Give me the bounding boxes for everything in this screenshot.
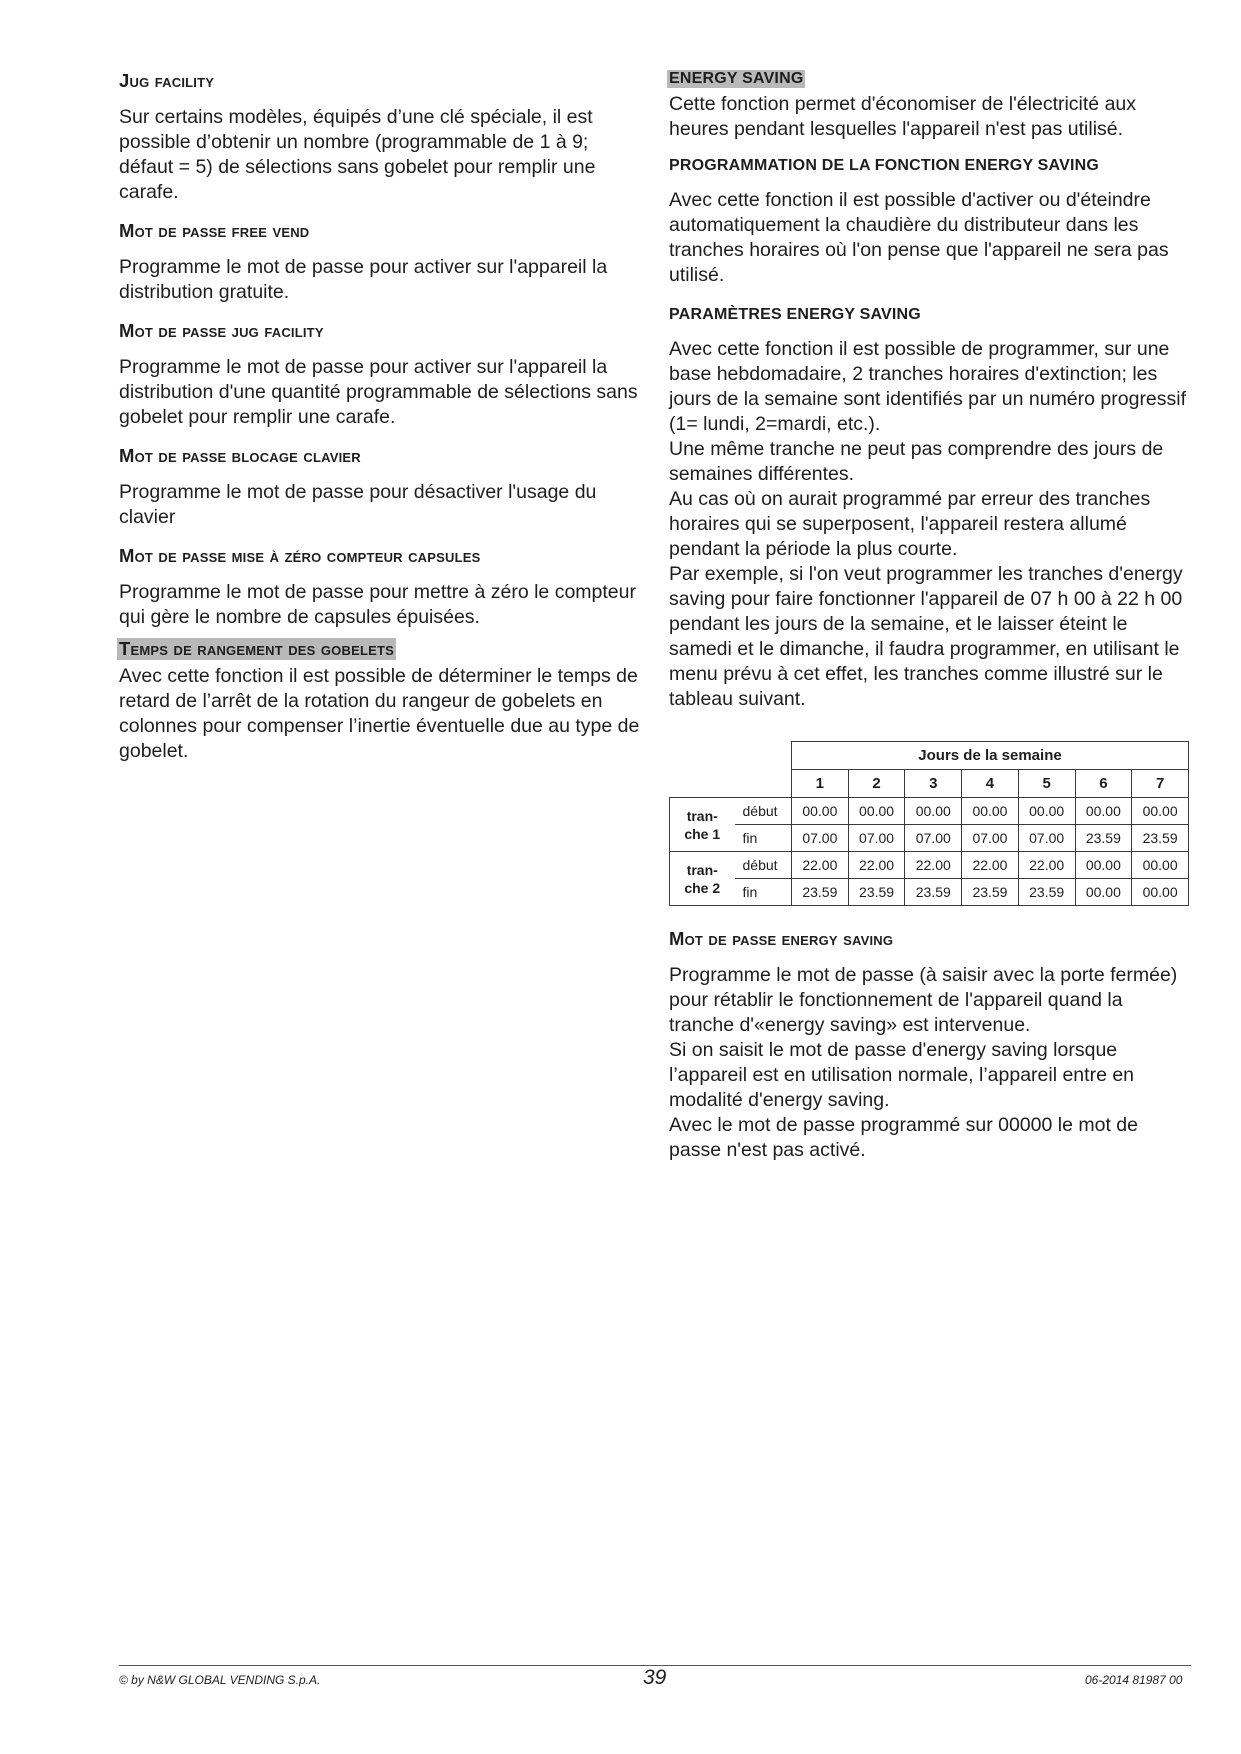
table-cell: 07.00 xyxy=(792,825,849,852)
paragraph: Au cas où on aurait programmé par erreur des tranches horaires qui se superposent, l'appareil restera allumé pendant la période la plus courte. xyxy=(669,488,1151,560)
heading-energy-saving: ENERGY SAVING xyxy=(669,70,804,87)
heading-free-vend-password: Mot de passe free vend xyxy=(119,220,310,241)
table-cell: 00.00 xyxy=(1075,798,1132,825)
table-cell: 23.59 xyxy=(962,879,1019,906)
table-cell: 22.00 xyxy=(962,852,1019,879)
paragraph: Programme le mot de passe pour activer sur l'appareil la distribution gratuite. xyxy=(119,256,608,303)
sub-label: fin xyxy=(735,879,792,906)
table-cell: 00.00 xyxy=(962,798,1019,825)
section-energy-saving xyxy=(669,70,1191,142)
sub-label: début xyxy=(735,798,792,825)
table-cell: 00.00 xyxy=(1132,879,1189,906)
heading-energy-saving-programming: PROGRAMMATION DE LA FONCTION ENERGY SAVING xyxy=(669,157,1100,174)
slot-label: tran- che 1 xyxy=(670,798,735,852)
table-cell: 23.59 xyxy=(905,879,962,906)
heading-jug-facility: Jug facility xyxy=(119,70,215,91)
table-cell: 00.00 xyxy=(1132,852,1189,879)
paragraph: Avec cette fonction il est possible de programmer, sur une base hebdomadaire, 2 tranches horaires d'extinction; les jours de la semaine sont identifiés par un numéro progressif (1= lundi, 2=mardi, etc.). xyxy=(669,338,1187,435)
table-cell: 23.59 xyxy=(848,879,905,906)
table-cell: 23.59 xyxy=(1018,879,1075,906)
table-row xyxy=(670,879,1189,906)
table-cell: 00.00 xyxy=(905,798,962,825)
table-cell: 07.00 xyxy=(1018,825,1075,852)
page-number: 39 xyxy=(643,1666,667,1689)
section-free-vend-password xyxy=(119,220,641,305)
day-number: 3 xyxy=(905,770,962,798)
section-energy-saving-parameters xyxy=(669,306,1191,712)
table-cell: 00.00 xyxy=(1075,879,1132,906)
table-row xyxy=(670,852,1189,879)
paragraph: Programme le mot de passe pour mettre à zéro le compteur qui gère le nombre de capsules épuisées. xyxy=(119,581,636,628)
section-energy-saving-password xyxy=(669,928,1191,1163)
heading-keyboard-lock-password: Mot de passe blocage clavier xyxy=(119,445,361,466)
day-number: 5 xyxy=(1018,770,1075,798)
paragraph: Si on saisit le mot de passe d'energy saving lorsque l’appareil est en utilisation normale, l’appareil entre en modalité d'energy saving. xyxy=(669,1039,1135,1111)
heading-energy-saving-password: Mot de passe energy saving xyxy=(669,928,894,949)
section-energy-saving-programming xyxy=(669,157,1191,288)
heading-energy-saving-parameters: PARAMÈTRES ENERGY SAVING xyxy=(669,306,921,323)
paragraph: Cette fonction permet d'économiser de l'électricité aux heures pendant lesquelles l'appareil n'est pas utilisé. xyxy=(669,93,1137,140)
paragraph: Programme le mot de passe pour activer sur l'appareil la distribution d'une quantité programmable de sélections sans gobelet pour remplir une carafe. xyxy=(119,356,638,428)
section-cup-storage-time xyxy=(119,638,641,764)
left-column xyxy=(119,70,641,764)
day-number: 2 xyxy=(848,770,905,798)
heading-cup-storage-time: Temps de rangement des gobelets xyxy=(119,638,394,659)
table-cell: 23.59 xyxy=(1132,825,1189,852)
table-cell: 00.00 xyxy=(1075,852,1132,879)
paragraph: Sur certains modèles, équipés d’une clé spéciale, il est possible d’obtenir un nombre (programmable de 1 à 9; défaut = 5) de sélections sans gobelet pour remplir une carafe. xyxy=(119,106,596,203)
table-cell: 07.00 xyxy=(848,825,905,852)
table-cell: 23.59 xyxy=(1075,825,1132,852)
table-cell: 22.00 xyxy=(905,852,962,879)
table-row xyxy=(670,825,1189,852)
paragraph: Avec cette fonction il est possible de déterminer le temps de retard de l’arrêt de la rotation du rangeur de gobelets en colonnes pour compenser l’inertie éventuelle due au type de gobelet. xyxy=(119,665,640,762)
paragraph: Avec le mot de passe programmé sur 00000 le mot de passe n'est pas activé. xyxy=(669,1114,1138,1161)
energy-saving-table xyxy=(669,741,1189,906)
table-cell: 00.00 xyxy=(792,798,849,825)
footer-copyright: © by N&W GLOBAL VENDING S.p.A. xyxy=(119,1673,321,1687)
section-jug-facility xyxy=(119,70,641,205)
table-cell: 07.00 xyxy=(905,825,962,852)
table-cell: 22.00 xyxy=(1018,852,1075,879)
sub-label: fin xyxy=(735,825,792,852)
slot-label: tran- che 2 xyxy=(670,852,735,906)
heading-jug-facility-password: Mot de passe jug facility xyxy=(119,320,324,341)
right-column xyxy=(669,70,1191,1163)
section-capsule-counter-password xyxy=(119,545,641,630)
section-jug-facility-password xyxy=(119,320,641,430)
day-number: 7 xyxy=(1132,770,1189,798)
days-header: Jours de la semaine xyxy=(792,742,1189,770)
paragraph: Programme le mot de passe pour désactiver l'usage du clavier xyxy=(119,481,597,528)
paragraph: Programme le mot de passe (à saisir avec la porte fermée) pour rétablir le fonctionnement de l'appareil quand la tranche d'«energy saving» est intervenue. xyxy=(669,964,1178,1036)
paragraph: Par exemple, si l'on veut programmer les tranches d'energy saving pour faire fonctionner l'appareil de 07 h 00 à 22 h 00 pendant les jours de la semaine, et le laisser éteint le samedi et le dimanche, il faudra programmer, en utilisant le menu prévu à cet effet, les tranches comme illustré sur le tableau suivant. xyxy=(669,563,1183,710)
heading-capsule-counter-password: Mot de passe mise à zéro compteur capsules xyxy=(119,545,481,566)
paragraph: Avec cette fonction il est possible d'activer ou d'éteindre automatiquement la chaudière du distributeur dans les tranches horaires où l'on pense que l'appareil ne sera pas utilisé. xyxy=(669,189,1169,286)
table-cell: 23.59 xyxy=(792,879,849,906)
day-number: 4 xyxy=(962,770,1019,798)
day-number: 1 xyxy=(792,770,849,798)
table-cell: 00.00 xyxy=(1132,798,1189,825)
footer-document-code: 06-2014 81987 00 xyxy=(1085,1673,1183,1687)
table-header-row xyxy=(670,742,1189,770)
table-row xyxy=(670,798,1189,825)
day-number: 6 xyxy=(1075,770,1132,798)
table-cell: 22.00 xyxy=(848,852,905,879)
section-keyboard-lock-password xyxy=(119,445,641,530)
paragraph: Une même tranche ne peut pas comprendre des jours de semaines différentes. xyxy=(669,438,1164,485)
table-cell: 07.00 xyxy=(962,825,1019,852)
table-cell: 00.00 xyxy=(1018,798,1075,825)
table-cell: 00.00 xyxy=(848,798,905,825)
sub-label: début xyxy=(735,852,792,879)
table-cell: 22.00 xyxy=(792,852,849,879)
